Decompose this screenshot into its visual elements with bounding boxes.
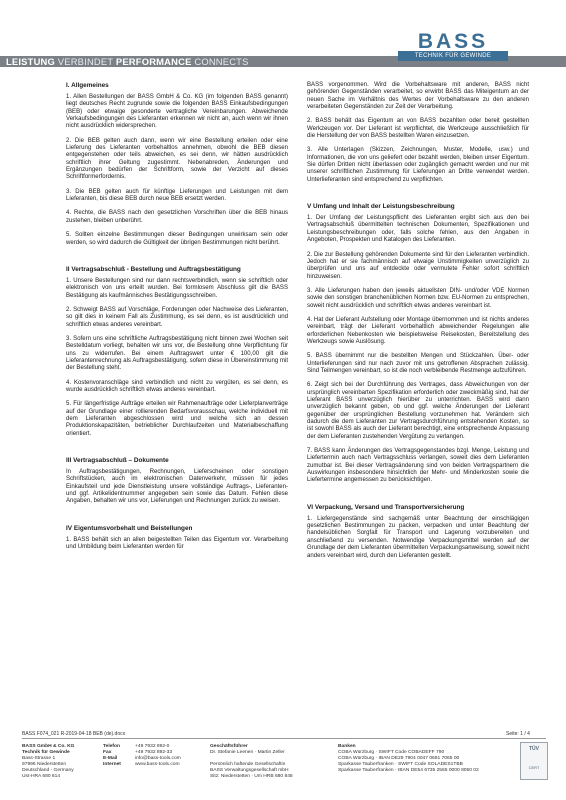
footer-line: BASS GmbH & Co. KG — [22, 744, 75, 749]
bass-logo — [398, 31, 508, 65]
footer-line: COBA Würzburg · IBAN DE29 7904 0047 0691 7065 00 — [338, 756, 460, 762]
footer-line: Deutschland - Germany — [22, 768, 74, 774]
footer-line: info@bass-tools.com — [135, 756, 181, 762]
tagline-leistung: LEISTUNG — [6, 56, 55, 67]
footer-line: Dr. Stefanie Leenen · Martin Zeller — [210, 750, 285, 756]
logo-text: BASS — [417, 31, 489, 51]
paragraph: 2. Schweigt BASS auf Vorschläge, Forderungen oder Nachweise des Lieferanten, so gilt dies in keinem Fall als Zustimmung, es sei denn, es ist ausdrücklich und schriftlich etwas anderes vereinbart. — [66, 306, 288, 328]
footer-line: 97996 Niederstetten — [22, 762, 67, 768]
badge-bottom-text: CERT — [528, 765, 540, 770]
paragraph: 1. BASS behält sich an allen beigestellten Teilen das Eigentum vor. Verarbeitung und Umbildung beim Lieferanten werden für — [66, 536, 288, 551]
paragraph: 4. Kostenvoranschläge sind verbindlich und nicht zu vergüten, es sei denn, es wurde ausdrücklich schriftlich etwas anderes vereinbart. — [66, 379, 288, 393]
paragraph: 7. BASS kann Änderungen des Vertragsgegenstandes bzgl. Menge, Leistung und Liefertermin auch nach Vertragsschluss verlangen, soweit dies dem Lieferanten zumutbar ist. Bei dieser Vertragsänderung sind von beiden Vertragspartnern die Auswirkungen insbesondere hinsichtlich der Mehr- und Minderkosten sowie die Liefertermine angemessen zu berücksichtigen. — [307, 448, 529, 484]
paragraph: 4. Rechte, die BASS nach den gesetzlichen Vorschriften über die BEB hinaus zustehen, bleiben unberührt. — [66, 210, 288, 224]
footer-divider — [22, 738, 546, 739]
paragraph: 3. Alle Unterlagen (Skizzen, Zeichnungen, Muster, Modelle, usw.) und Informationen, die von uns geliefert oder bezahlt werden, bleiben unser Eigentum. Sie dürfen Dritten nicht überlassen oder zugänglich gemacht werden und nur mit unserer schriftlichen Zustimmung für Lieferungen an Dritte verwendet werden. Unterlieferanten sind entsprechend zu verpflichten. — [307, 147, 529, 183]
paragraph: 5. BASS übernimmt nur die bestellten Mengen und Stückzahlen. Über- oder Unterlieferungen sind nur nach zuvor mit uns getroffenen Absprachen zulässig. Sind Teilmengen vereinbart, so ist die noch verbleibende Restmenge aufzuführen. — [307, 353, 529, 374]
section-title-4: IV Eigentumsvorbehalt und Beistellungen — [66, 524, 193, 532]
paragraph: 1. Allen Bestellungen der BASS GmbH & Co. KG (im folgenden BASS genannt) liegt deutsches Recht zugrunde sowie die folgenden BASS Einkaufsbedingungen (BEB) oder etwaige gesonderte vertragliche Vereinbarungen. Abweichende Verkaufsbedingungen des Lieferanten erkennen wir nicht an, auch wenn wir ihnen nicht ausdrücklich widersprechen. — [66, 94, 288, 130]
paragraph: BASS vorgenommen. Wird die Vorbehaltsware mit anderen, BASS nicht gehörenden Gegenständen verarbeitet, so erwirbt BASS das Miteigentum an der neuen Sache im Verhältnis des Wertes der Vorbehaltsware zu den anderen verarbeiteten Gegenständen zur Zeit der Verarbeitung. — [307, 82, 529, 111]
footer-line: Sitz: Niederstetten · Um HRB 680 848 — [210, 774, 293, 780]
footer-line: Persönlich haftende Gesellschaftin — [210, 762, 286, 768]
footer-line: Sparkasse Tauberfranken · IBAN DE54 6735 2565 0000 8050 02 — [338, 768, 479, 774]
page-number: Seite: 1 / 4 — [506, 731, 530, 737]
paragraph: 4. Hat der Lieferant Aufstellung oder Montage übernommen und ist nichts anderes vereinbart, trägt der Lieferant vorbehaltlich abweichender Regelungen alle erforderlichen Nebenkosten wie beispielsweise Reisekosten, Bereitstellung des Werkzeugs sowie Auslösung. — [307, 316, 529, 345]
footer-contact-values — [135, 744, 181, 768]
footer-line: www.bass-tools.com — [135, 762, 180, 768]
paragraph: 3. Sofern uns eine schriftliche Auftragsbestätigung nicht binnen zwei Wochen seit Bestelldatum vorliegt, behalten wir uns vor, die Bestellung ohne Verpflichtung für uns zu widerrufen. Bei einem Auftragswert unter € 100,00 gilt die Lieferantenrechnung als Auftragsbestätigung, sofern diese in Übereinstimmung mit der Bestellung steht. — [66, 335, 288, 372]
footer-line: E-Mail — [103, 756, 118, 762]
paragraph: 2. Die BEB gelten auch dann, wenn wir eine Bestellung erteilen oder eine Lieferung des Lieferanten vorbehaltlos annehmen, obwohl die BEB diesen entgegenstehen oder teils abweichen, es sei denn, wir hätten ausdrücklich schriftlich ihrer Geltung zugestimmt. Nebenabreden, Änderungen und Ergänzungen bedürfen der Schriftform, sowie der Verzicht auf dieses Schriftformerfordernis. — [66, 137, 288, 181]
footer-company — [22, 744, 74, 781]
tagline-verbindet: VERBINDET — [55, 56, 116, 67]
paragraph: 2. Die zur Bestellung gehörenden Dokumente sind für den Lieferanten verbindlich. Jedoch hat er sie fachmännisch auf etwaige Unstimmigkeiten unverzüglich zu überprüfen und uns auf entdeckte oder vermutete Fehler sofort schriftlich hinzuweisen. — [307, 251, 529, 280]
paragraph: 5. Für längerfristige Aufträge erteilen wir Rahmenaufträge oder Lieferplanverträge auf der Grundlage einer rollierenden Bedarfsvorausschau, welche individuell mit dem Lieferanten abgeschlossen wird und welche sich an dessen Produktionskapazitäten, betrieblicher Durchlaufzeiten und Materialbeschaffung orientiert. — [66, 401, 288, 437]
footer-management — [210, 744, 293, 781]
footer-line: Telefon — [103, 744, 121, 749]
footer-banks — [338, 744, 479, 774]
paragraph: 5. Sollten einzelne Bestimmungen dieser Bedingungen unwirksam sein oder werden, so wird dadurch die Gültigkeit der übrigen Bestimmungen nicht berührt. — [66, 232, 288, 246]
tagline-performance: PERFORMANCE — [115, 56, 192, 67]
paragraph: 2. BASS behält das Eigentum an von BASS bezahlten oder bereit gestellten Werkzeugen vor. Der Lieferant ist verpflichtet, die Werkzeuge ausschließlich für die Herstellung der von BASS bestellten Waren einzusetzen. — [307, 118, 529, 140]
paragraph: 3. Die BEB gelten auch für künftige Lieferungen und Leistungen mit dem Lieferanten, bis diese BEB durch neue BEB ersetzt werden. — [66, 188, 288, 203]
section-title-5: V Umfang und Inhalt der Leistungsbeschreibung — [307, 203, 455, 211]
badge-top-text: TÜV — [529, 746, 539, 752]
footer-line: Banken — [338, 744, 356, 749]
footer-line: BASS Verwaltungsgesellschaft mbH — [210, 768, 289, 774]
section-title-3: III Vertragsabschluß – Dokumente — [66, 457, 169, 465]
left-column — [66, 82, 288, 558]
logo-subtitle: TECHNIK FÜR GEWINDE — [398, 51, 508, 61]
bass-logo-wordmark — [398, 31, 508, 51]
paragraph: 6. Zeigt sich bei der Durchführung des Vertrages, dass Abweichungen von der ursprünglich vereinbarten Spezifikation erforderlich oder zweckmäßig sind, hat der Lieferant BASS unverzüglich hierüber zu unterrichten. BASS wird dann unverzüglich bekannt geben, ob und ggf. welche Änderungen der Lieferant gegenüber der ursprünglichen Bestellung vorzunehmen hat. Verändern sich dadurch die dem Lieferanten zur Vertragsdurchführung entstehenden Kosten, so ist sowohl BASS als auch der Lieferant berechtigt, eine entsprechende Anpassung der dem Lieferanten zustehenden Vergütung zu verlangen. — [307, 382, 529, 440]
paragraph: 1. Unsere Bestellungen sind nur dann rechtsverbindlich, wenn sie schriftlich oder elektronisch von uns erteilt wurden. Bei formlosem Abschluss gilt die BASS Bestätigung als kaufmännisches Bestätigungsschreiben. — [66, 277, 288, 299]
footer-line: Technik für Gewinde — [22, 750, 70, 756]
footer-line: COBA Würzburg · SWIFT Code COBADEFF 790 — [338, 750, 445, 756]
footer-line: Bass-Strasse 1 — [22, 756, 56, 762]
footer-line: Fax — [103, 750, 112, 756]
footer-line: Internet — [103, 762, 121, 768]
paragraph: 3. Alle Lieferungen haben den jeweils aktuellsten DIN- und/oder VDE Normen sowie den sonstigen branchenüblichen Normen bzw. EU-Normen zu entsprechen, soweit nicht ausdrücklich und schriftlich etwas anderes vereinbart ist. — [307, 287, 529, 309]
footer-line: Sparkasse Tauberfranken · SWIFT Code SOLADES1TBB — [338, 762, 463, 768]
section-title-2: II Vertragsabschluß - Bestellung und Auftragsbestätigung — [66, 265, 241, 273]
footer-line: Ust-HRA 680 814 — [22, 774, 61, 780]
certification-badge — [520, 742, 548, 780]
header-tagline — [6, 56, 249, 67]
footer-line: +49 7932 892-0 — [135, 744, 170, 749]
paragraph: In Auftragsbestätigungen, Rechnungen, Lieferscheinen oder sonstigen Schriftstücken, auch im elektronischen Datenverkehr, müssen für jedes Einkaufsteil und jede Dienstleistung unsere vollständige Auftrags-, Lieferanten- und ggf. Artikelidentnummer angegeben sein sowie das Datum. Fehlen diese Angaben, behalten wir uns vor, Lieferungen und Rechnungen zurück zu weisen. — [66, 469, 288, 505]
footer-line: Geschäftsführer — [210, 744, 248, 749]
paragraph: 1. Der Umfang der Leistungspflicht des Lieferanten ergibt sich aus den bei Vertragsabschluß übermittelten technischen Dokumenten, Spezifikationen und Leistungsbeschreibungen oder, falls solche fehlen, aus den Angaben in Angeboten, Prospekten und Katalogen des Lieferanten. — [307, 215, 529, 244]
document-reference: BASS F074_021 R-2019-04-18 BEB (de).docx — [22, 731, 126, 737]
section-title-6: VI Verpackung, Versand und Transportversicherung — [307, 503, 465, 511]
footer-line: +49 7932 892-33 — [135, 750, 173, 756]
paragraph: 1. Liefergegenstände sind sachgemäß unter Beachtung der einschlägigen gesetzlichen Bestimmungen zu packen, verpacken und unter Beachtung der handelsüblichen Sorgfalt für Transport und Lagerung vorzubereiten und anschließend zu versenden. Notwendige Verpackungsmittel werden auf der Grundlage der dem Lieferanten übermittelten Verpackungsanweisung, soweit nicht anders vereinbart wird, durch den Lieferanten gestellt. — [307, 515, 529, 559]
section-title-1: I. Allgemeines — [66, 82, 109, 89]
footer-contact-labels — [103, 744, 121, 768]
right-column — [307, 82, 529, 567]
tagline-connects: CONNECTS — [191, 56, 249, 67]
